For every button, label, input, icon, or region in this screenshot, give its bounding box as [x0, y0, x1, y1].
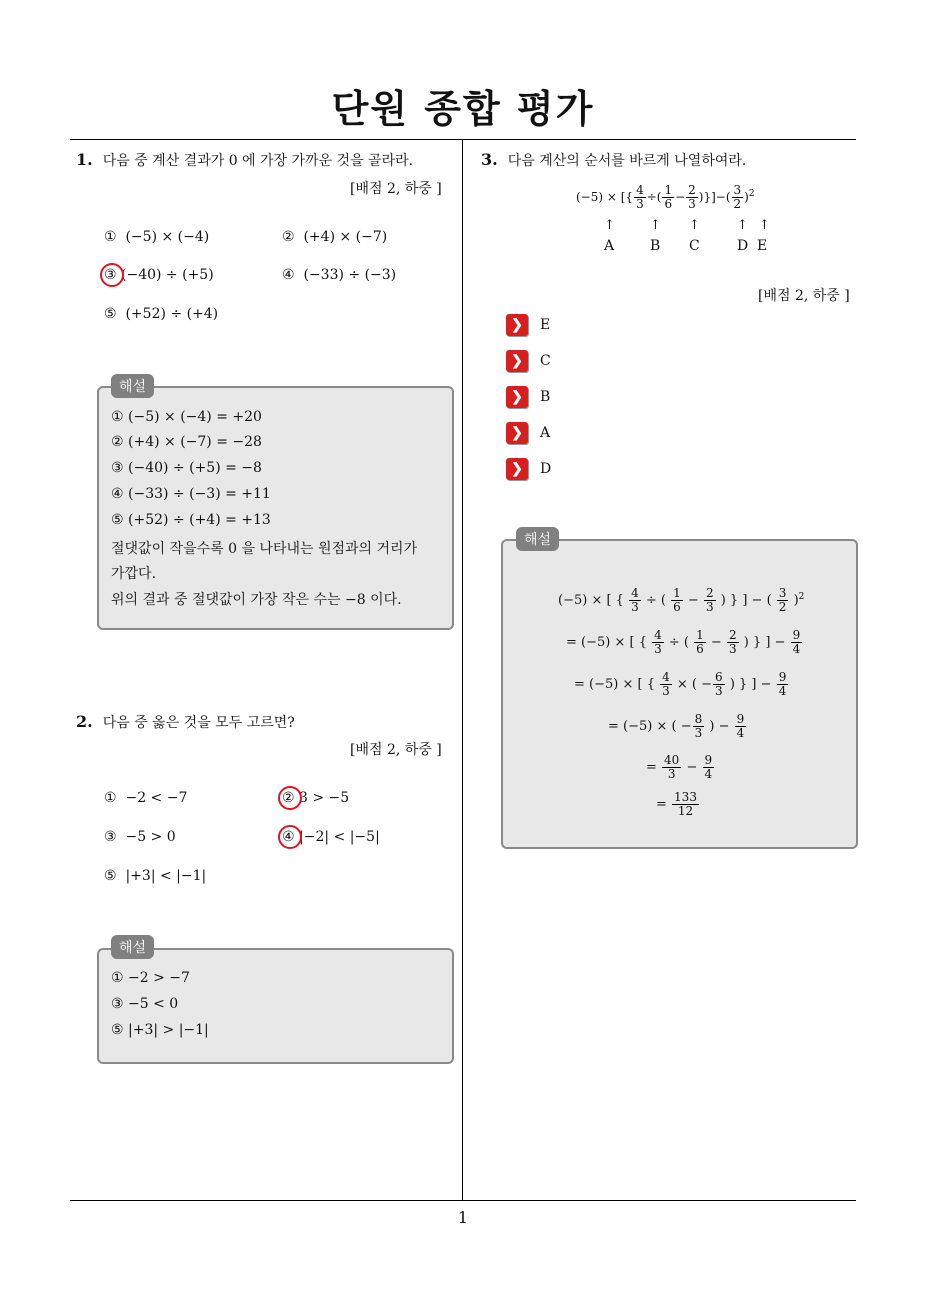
- q3-solution-line-6: = $\frac{133}{12}$: [656, 790, 697, 819]
- label-a: A: [604, 238, 615, 254]
- q1-explanation-tag: 해설: [111, 374, 154, 398]
- q3-choice-5[interactable]: [506, 458, 551, 480]
- expr-prefix: (−5) × [{: [576, 190, 634, 205]
- q2-option-4[interactable]: [282, 829, 380, 845]
- q1-option-expr: (−5) × (−4): [125, 229, 210, 245]
- q1-explain-line: ① (−5) × (−4) = +20: [111, 409, 262, 425]
- q2-option-mark-selected: ④: [282, 829, 295, 845]
- q3-choice-3[interactable]: [506, 386, 550, 408]
- q3-choice-2[interactable]: [506, 350, 551, 372]
- label-b: B: [650, 238, 661, 254]
- q1-option-mark: ②: [282, 229, 295, 245]
- q1-option-mark: ①: [104, 229, 117, 245]
- q2-option-expr: −5 > 0: [125, 829, 176, 845]
- q2-option-3[interactable]: [104, 829, 176, 845]
- q3-expression: (−5) × [{ $\frac{4}{3}$ ÷( $\frac{1}{6}$ − $\frac{2}{3}$ )}]−( $\frac{3}{2}$ )$^2$: [576, 183, 755, 212]
- q3-solution-line-1: (−5) × [ { $\frac{4}{3}$ ÷ ( $\frac{1}{6}$ − $\frac{2}{3}$ ) } ] − ( $\frac{3}{2}$ )$^2$: [558, 586, 805, 615]
- q1-option-mark-selected: ③: [104, 267, 117, 283]
- q3-choice-label: A: [540, 425, 551, 441]
- q1-option-mark: ⑤: [104, 306, 117, 322]
- q2-explain-line: ① −2 > −7: [111, 970, 190, 986]
- q2-option-2[interactable]: [282, 790, 349, 806]
- q2-option-mark: ①: [104, 790, 117, 806]
- q2-number: 2.: [76, 712, 93, 731]
- q2-option-expr: |−2| < |−5|: [299, 829, 380, 845]
- q1-option-mark: ④: [282, 267, 295, 283]
- frac-3-2: $\frac{3}{2}$: [733, 183, 742, 212]
- q1-explain-line: ⑤ (+52) ÷ (+4) = +13: [111, 512, 271, 528]
- q1-option-expr: (+4) × (−7): [303, 229, 388, 245]
- q3-choice-1[interactable]: [506, 314, 550, 336]
- q2-option-expr: 3 > −5: [299, 790, 350, 806]
- q3-text: 다음 계산의 순서를 바르게 나열하여라.: [507, 153, 747, 169]
- q2-option-expr: −2 < −7: [125, 790, 188, 806]
- q1-explain-line: ④ (−33) ÷ (−3) = +11: [111, 486, 271, 502]
- chevron-right-icon: ❯: [506, 386, 528, 408]
- q1-explain-line: ② (+4) × (−7) = −28: [111, 434, 262, 450]
- q2-explanation-tag: 해설: [111, 935, 154, 959]
- q3-solution-line-2: = (−5) × [ { $\frac{4}{3}$ ÷ ( $\frac{1}{6}$ − $\frac{2}{3}$ ) } ] − $\frac{9}{4}$: [566, 628, 801, 657]
- chevron-right-icon: ❯: [506, 458, 528, 480]
- q3-choice-label: E: [540, 317, 551, 333]
- q1-option-3[interactable]: [104, 267, 214, 283]
- q3-choice-label: B: [540, 389, 551, 405]
- q2-option-mark-selected: ②: [282, 790, 295, 806]
- frac-1-6: $\frac{1}{6}$: [664, 183, 673, 212]
- q3-solution-line-5: = $\frac{40}{3}$ − $\frac{9}{4}$: [646, 753, 713, 782]
- q1-option-expr: (+52) ÷ (+4): [125, 306, 219, 322]
- q1-explain-line: ③ (−40) ÷ (+5) = −8: [111, 460, 262, 476]
- q3-number: 3.: [481, 150, 498, 169]
- q1-option-4[interactable]: [282, 267, 396, 283]
- frac-2-3: $\frac{2}{3}$: [688, 183, 696, 212]
- q3-prompt: [481, 150, 746, 170]
- q3-solution-line-3: = (−5) × [ { $\frac{4}{3}$ × ( − $\frac{6}{3}$ ) } ] − $\frac{9}{4}$: [574, 670, 787, 699]
- q3-score: [배점 2, 하중 ]: [758, 288, 850, 304]
- q2-option-mark: ⑤: [104, 868, 117, 884]
- page-title: 단원 종합 평가: [331, 87, 595, 131]
- label-c: C: [689, 238, 700, 254]
- q3-explanation-tag: 해설: [516, 527, 559, 551]
- q1-option-expr: (−33) ÷ (−3): [303, 267, 397, 283]
- q1-option-2[interactable]: [282, 229, 387, 245]
- chevron-right-icon: ❯: [506, 314, 528, 336]
- q2-prompt: [76, 712, 295, 732]
- q2-score: [배점 2, 하중 ]: [350, 742, 442, 758]
- label-e: E: [757, 238, 768, 254]
- chevron-right-icon: ❯: [506, 350, 528, 372]
- q1-prompt: [76, 150, 413, 170]
- q1-explain-line: 위의 결과 중 절댓값이 가장 작은 수는 −8 이다.: [111, 592, 402, 608]
- q2-text: 다음 중 옳은 것을 모두 고르면?: [102, 715, 295, 731]
- q2-option-mark: ③: [104, 829, 117, 845]
- page-number: 1: [457, 1208, 469, 1227]
- q1-number: 1.: [76, 150, 93, 169]
- q1-option-expr: (−40) ÷ (+5): [121, 267, 214, 283]
- q1-option-5[interactable]: [104, 306, 218, 322]
- q2-option-5[interactable]: [104, 868, 206, 884]
- q3-choice-label: C: [540, 353, 551, 369]
- chevron-right-icon: ❯: [506, 422, 528, 444]
- frac-4-3: $\frac{4}{3}$: [636, 183, 644, 212]
- q1-explain-line: 가깝다.: [111, 566, 157, 582]
- q1-explain-line: 절댓값이 작을수록 0 을 나타내는 원점과의 거리가: [111, 541, 418, 557]
- q3-choice-4[interactable]: [506, 422, 550, 444]
- q3-choice-label: D: [540, 461, 552, 477]
- q2-option-expr: |+3| < |−1|: [125, 868, 207, 884]
- q1-text: 다음 중 계산 결과가 0 에 가장 가까운 것을 골라라.: [102, 153, 414, 169]
- q3-solution-line-4: = (−5) × ( − $\frac{8}{3}$ ) − $\frac{9}{4}$: [608, 712, 745, 741]
- q2-explain-line: ⑤ |+3| > |−1|: [111, 1022, 209, 1038]
- q1-option-1[interactable]: [104, 229, 209, 245]
- q2-option-1[interactable]: [104, 790, 187, 806]
- label-d: D: [737, 238, 749, 254]
- top-rule: [70, 139, 856, 140]
- column-divider: [462, 139, 463, 1201]
- q1-score: [배점 2, 하중 ]: [350, 181, 442, 197]
- bottom-rule: [70, 1200, 856, 1201]
- q2-explain-line: ③ −5 < 0: [111, 996, 179, 1012]
